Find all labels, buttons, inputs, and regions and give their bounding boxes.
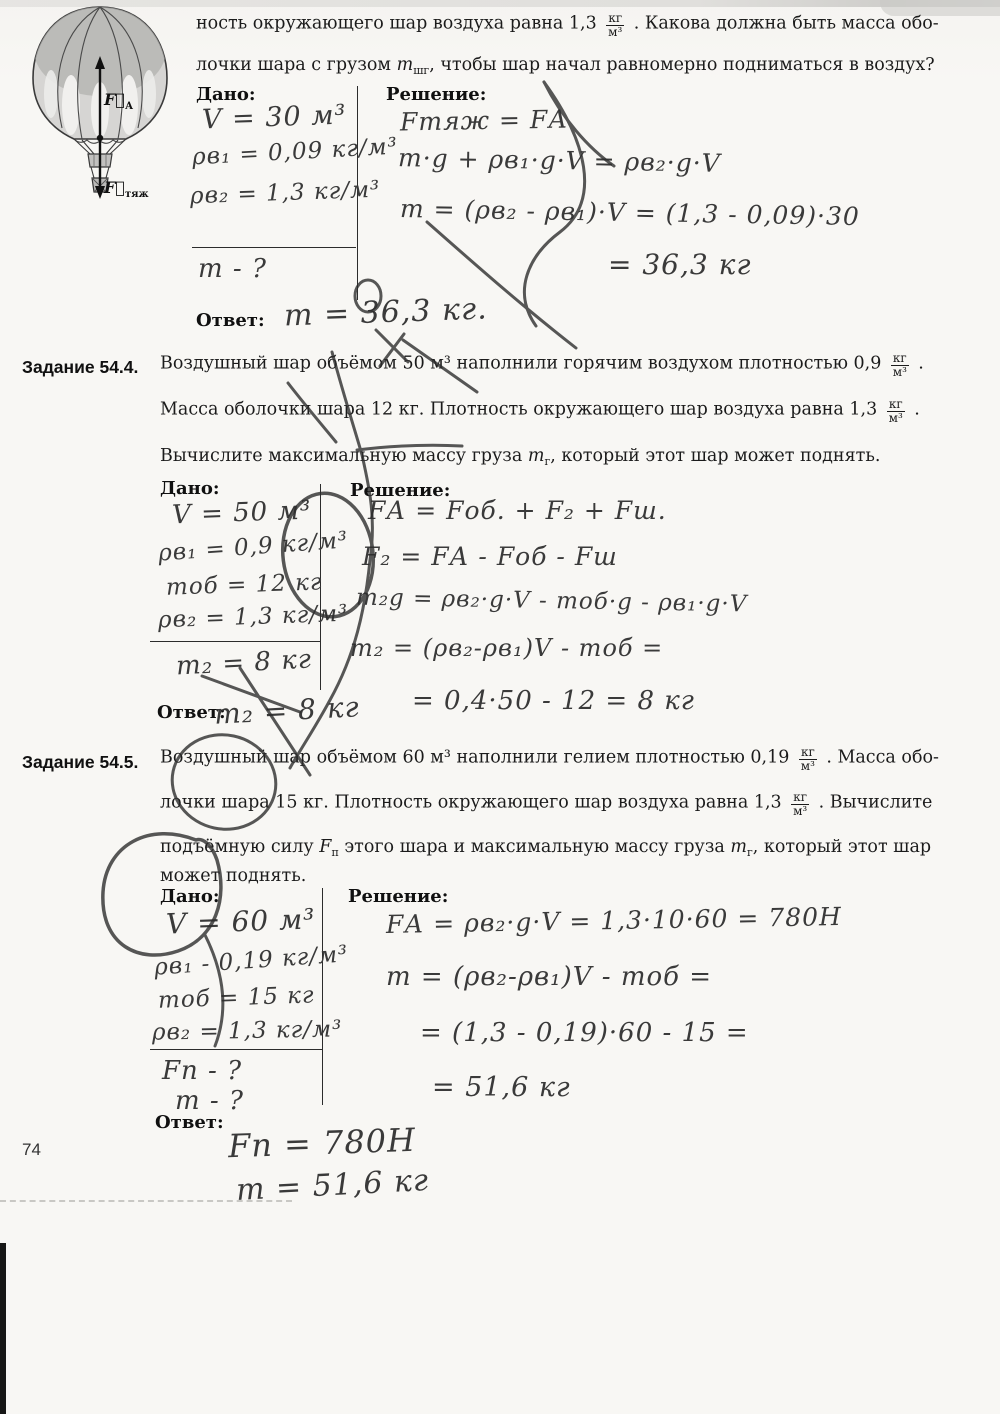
t545-l1b: . Масса обо- bbox=[826, 747, 939, 768]
t545-l3var1: F bbox=[319, 837, 332, 857]
t545-l3sub1: п bbox=[331, 846, 339, 859]
block1-unknown: m - ? bbox=[198, 254, 267, 284]
block2-answer: m₂ = 8 кг bbox=[213, 690, 361, 731]
block2-solution-2: m₂g = ρв₂·g·V - mоб·g - ρв₁·g·V bbox=[355, 584, 748, 618]
block2-otvet-label: Ответ: bbox=[157, 702, 226, 723]
block1-solution-3: = 36,3 кг bbox=[608, 248, 752, 281]
t544-l3sub: г bbox=[544, 455, 551, 468]
page-number: 74 bbox=[22, 1140, 41, 1159]
fraction-numerator: кг bbox=[793, 790, 808, 804]
force-up-symbol: F⃗ bbox=[104, 90, 125, 109]
block3-given-0: V = 60 м³ bbox=[165, 902, 316, 941]
fraction-numerator: кг bbox=[892, 351, 907, 365]
block1-given-1: ρв₁ = 0,09 кг/м³ bbox=[191, 133, 399, 171]
block2-solution-1: F₂ = FА - Fоб - Fш bbox=[362, 542, 618, 571]
block3-divider bbox=[322, 888, 323, 1105]
t544-l3b: , который этот шар может поднять. bbox=[550, 446, 881, 466]
block3-unknown-1: Fп - ? bbox=[162, 1056, 243, 1086]
block1-solution-1: m·g + ρв₁·g·V = ρв₂·g·V bbox=[397, 143, 722, 178]
task-54-4-line-1 bbox=[160, 352, 924, 380]
t545-l1a: Воздушный шар объёмом 60 м³ наполнили гелием плотностью 0,19 bbox=[160, 747, 790, 768]
block2-dano-label: Дано: bbox=[160, 478, 220, 499]
block3-solution-3: = 51,6 кг bbox=[432, 1072, 571, 1103]
t545-l3c: , который этот шар bbox=[752, 837, 932, 857]
block3-unknown-2: m - ? bbox=[175, 1086, 244, 1116]
block2-reshenie-label: Решение: bbox=[350, 480, 451, 501]
t545-l3sub2: г bbox=[746, 846, 753, 859]
block3-otvet-label: Ответ: bbox=[155, 1112, 224, 1133]
block3-solution-2: = (1,3 - 0,19)·60 - 15 = bbox=[420, 1018, 749, 1048]
t544-l3var: m bbox=[527, 446, 545, 466]
t545-l2a: лочки шара 15 кг. Плотность окружающего шар воздуха равна 1,3 bbox=[160, 792, 782, 813]
fraction-denominator: м³ bbox=[608, 25, 623, 40]
block2-given-2: mоб = 12 кг bbox=[165, 569, 323, 601]
task-54-4-line-2 bbox=[160, 398, 920, 426]
task-54-4-label: Задание 54.4. bbox=[22, 357, 139, 377]
intro-line1-text-b: . Какова должна быть масса обо- bbox=[633, 13, 939, 34]
scan-edge-bar bbox=[0, 1243, 6, 1414]
block2-given-1: ρв₁ = 0,9 кг/м³ bbox=[157, 527, 349, 567]
force-up-label bbox=[104, 90, 133, 112]
task-54-4-line-3 bbox=[160, 446, 880, 468]
intro-line2-var: m bbox=[396, 55, 414, 75]
kg-m3-fraction bbox=[799, 746, 817, 774]
intro-line-1 bbox=[196, 12, 939, 40]
block3-reshenie-label: Решение: bbox=[348, 886, 449, 907]
t544-l3a: Вычислите максимальную массу груза bbox=[160, 446, 528, 466]
block3-given-1: ρв₁ - 0,19 кг/м³ bbox=[153, 941, 350, 981]
block3-answer-2: m = 51,6 кг bbox=[235, 1162, 430, 1209]
t544-l2a: Масса оболочки шара 12 кг. Плотность окружающего шар воздуха равна 1,3 bbox=[160, 399, 878, 420]
t545-l2b: . Вычислите bbox=[818, 792, 933, 813]
force-up-sub: А bbox=[124, 101, 134, 112]
kg-m3-fraction bbox=[791, 791, 809, 819]
task-54-5-line-2 bbox=[160, 791, 932, 819]
block3-solution-1: m = (ρв₂-ρв₁)V - mоб = bbox=[386, 962, 713, 992]
fraction-numerator: кг bbox=[608, 11, 623, 25]
intro-line-2 bbox=[196, 55, 935, 77]
intro-line1-text-a: ность окружающего шар воздуха равна 1,3 bbox=[196, 13, 597, 34]
t544-l1b: . bbox=[918, 353, 924, 374]
fraction-denominator: м³ bbox=[892, 365, 907, 380]
kg-m3-fraction bbox=[891, 352, 909, 380]
balloon-figure bbox=[24, 2, 176, 207]
block1-given-rule bbox=[192, 247, 356, 248]
block2-solution-0: FА = Fоб. + F₂ + Fш. bbox=[368, 496, 667, 525]
t545-l3a: подъёмную силу bbox=[160, 837, 320, 857]
intro-line2-text-a: лочки шара с грузом bbox=[196, 55, 397, 75]
block1-answer: m = 36,3 кг. bbox=[283, 291, 489, 334]
balloon-illustration bbox=[24, 2, 176, 207]
block1-solution-2: m = (ρв₂ - ρв₁)·V = (1,3 - 0,09)·30 bbox=[399, 193, 861, 232]
scan-dashed-line bbox=[0, 1200, 292, 1202]
block3-solution-0: FА = ρв₂·g·V = 1,3·10·60 = 780Н bbox=[385, 902, 843, 939]
kg-m3-fraction bbox=[606, 12, 624, 40]
force-down-label bbox=[104, 178, 149, 200]
block2-given-3: ρв₂ = 1,3 кг/м³ bbox=[157, 600, 349, 634]
force-down-symbol: F⃗ bbox=[104, 178, 125, 197]
intro-line2-text-b: , чтобы шар начал равномерно подниматься в воздух? bbox=[429, 55, 935, 75]
fraction-denominator: м³ bbox=[793, 804, 808, 819]
fraction-denominator: м³ bbox=[800, 759, 815, 774]
block1-reshenie-label: Решение: bbox=[386, 84, 487, 105]
t544-l2b: . bbox=[914, 399, 920, 420]
block2-unknown: m₂ = 8 кг bbox=[175, 644, 313, 682]
block3-dano-label: Дано: bbox=[160, 886, 220, 907]
block2-given-0: V = 50 м³ bbox=[171, 495, 312, 531]
fraction-numerator: кг bbox=[800, 745, 815, 759]
fraction-numerator: кг bbox=[888, 397, 903, 411]
task-54-5-line-3 bbox=[160, 837, 931, 859]
block1-otvet-label: Ответ: bbox=[196, 310, 265, 331]
block1-given-0: V = 30 м³ bbox=[201, 99, 347, 136]
task-54-5-line-4: может поднять. bbox=[160, 866, 307, 886]
t545-l3b: этого шара и максимальную массу груза bbox=[338, 837, 731, 857]
block1-dano-label: Дано: bbox=[196, 84, 256, 105]
block2-given-rule bbox=[150, 641, 320, 642]
t545-l3var2: m bbox=[730, 837, 747, 857]
block3-given-3: ρв₂ = 1,3 кг/м³ bbox=[151, 1016, 343, 1046]
fraction-denominator: м³ bbox=[888, 411, 903, 426]
block3-given-rule bbox=[150, 1049, 322, 1050]
block3-answer-1: Fп = 780Н bbox=[227, 1120, 417, 1166]
block3-given-2: mоб = 15 кг bbox=[157, 982, 315, 1014]
task-54-5-line-1 bbox=[160, 746, 939, 774]
t544-l1a: Воздушный шар объёмом 50 м³ наполнили горячим воздухом плотностью 0,9 bbox=[160, 353, 882, 374]
block1-given-2: ρв₂ = 1,3 кг/м³ bbox=[189, 176, 381, 210]
block2-solution-4: = 0,4·50 - 12 = 8 кг bbox=[412, 686, 695, 716]
intro-line2-sub: шг bbox=[413, 64, 430, 77]
kg-m3-fraction bbox=[887, 398, 905, 426]
block1-solution-0: Fтяж = FА bbox=[399, 104, 569, 137]
force-down-sub: тяж bbox=[124, 189, 149, 200]
task-54-5-label: Задание 54.5. bbox=[22, 752, 139, 772]
block2-solution-3: m₂ = (ρв₂-ρв₁)V - mоб = bbox=[350, 634, 664, 662]
